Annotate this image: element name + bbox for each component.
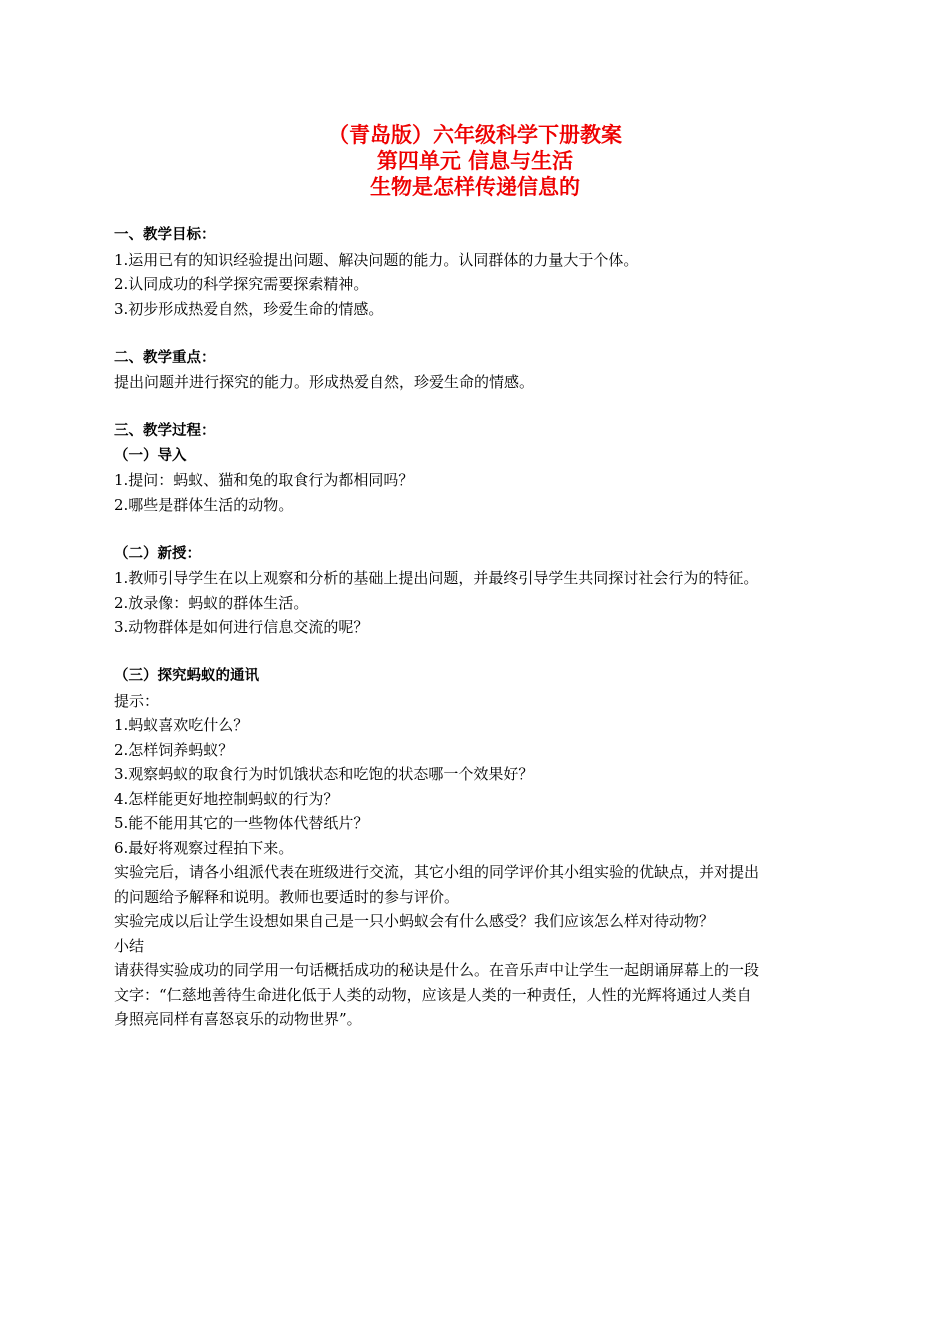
section-heading-process: 三、教学过程： bbox=[114, 423, 216, 439]
document-title bbox=[0, 122, 950, 200]
section-heading-focus: 二、教学重点： bbox=[114, 349, 216, 366]
hint-item: 2.怎样饲养蚂蚁？ bbox=[114, 740, 234, 759]
summary-label: 小结 bbox=[114, 936, 145, 955]
hint-label: 提示： bbox=[114, 691, 160, 710]
paragraph-exchange-line: 的问题给予解释和说明。教师也要适时的参与评价。 bbox=[114, 887, 460, 906]
paragraph-imagine: 实验完成以后让学生设想如果自己是一只小蚂蚁会有什么感受？我们应该怎么样对待动物？ bbox=[114, 912, 715, 930]
spacer bbox=[114, 321, 838, 346]
summary-line: 请获得实验成功的同学用一句话概括成功的秘诀是什么。在音乐声中让学生一起朗诵屏幕上的一段 bbox=[114, 961, 760, 979]
intro-item: 1.提问：蚂蚁、猫和兔的取食行为都相同吗？ bbox=[114, 471, 414, 489]
title-line-1: （青岛版）六年级科学下册教案 bbox=[328, 123, 622, 147]
spacer bbox=[114, 395, 838, 420]
title-line-2: 第四单元 信息与生活 bbox=[376, 149, 574, 173]
goal-item: 2.认同成功的科学探究需要探索精神。 bbox=[114, 275, 369, 293]
focus-text: 提出问题并进行探究的能力。形成热爱自然，珍爱生命的情感。 bbox=[114, 373, 535, 391]
new-lesson-item: 2.放录像：蚂蚁的群体生活。 bbox=[114, 593, 309, 612]
hint-item: 4.怎样能更好地控制蚂蚁的行为？ bbox=[114, 789, 339, 808]
subsection-heading-explore: （三）探究蚂蚁的通讯 bbox=[114, 668, 259, 684]
spacer bbox=[114, 640, 838, 665]
subsection-heading-new-lesson: （二）新授： bbox=[114, 545, 201, 562]
subsection-heading-intro: （一）导入 bbox=[114, 447, 187, 464]
paragraph-exchange-line: 实验完后，请各小组派代表在班级进行交流，其它小组的同学评价其小组实验的优缺点，并对提出 bbox=[114, 863, 760, 881]
hint-item: 1.蚂蚁喜欢吃什么？ bbox=[114, 716, 249, 734]
new-lesson-item: 1.教师引导学生在以上观察和分析的基础上提出问题，并最终引导学生共同探讨社会行为的特征。 bbox=[114, 569, 759, 587]
hint-item: 6.最好将观察过程拍下来。 bbox=[114, 838, 294, 857]
summary-line: 文字：“仁慈地善待生命进化低于人类的动物，应该是人类的一种责任，人性的光辉将通过人类自 bbox=[114, 985, 752, 1004]
intro-item: 2.哪些是群体生活的动物。 bbox=[114, 495, 294, 514]
new-lesson-item: 3.动物群体是如何进行信息交流的呢？ bbox=[114, 618, 369, 636]
title-line-3: 生物是怎样传递信息的 bbox=[370, 175, 580, 199]
hint-item: 5.能不能用其它的一些物体代替纸片？ bbox=[114, 814, 369, 832]
section-heading-goals: 一、教学目标： bbox=[114, 227, 216, 243]
document-body bbox=[114, 223, 838, 1032]
spacer bbox=[114, 517, 838, 542]
goal-item: 1.运用已有的知识经验提出问题、解决问题的能力。认同群体的力量大于个体。 bbox=[114, 250, 639, 269]
hint-item: 3.观察蚂蚁的取食行为时饥饿状态和吃饱的状态哪一个效果好？ bbox=[114, 765, 534, 783]
goal-item: 3.初步形成热爱自然，珍爱生命的情感。 bbox=[114, 299, 384, 318]
summary-line: 身照亮同样有喜怒哀乐的动物世界”。 bbox=[114, 1010, 362, 1028]
